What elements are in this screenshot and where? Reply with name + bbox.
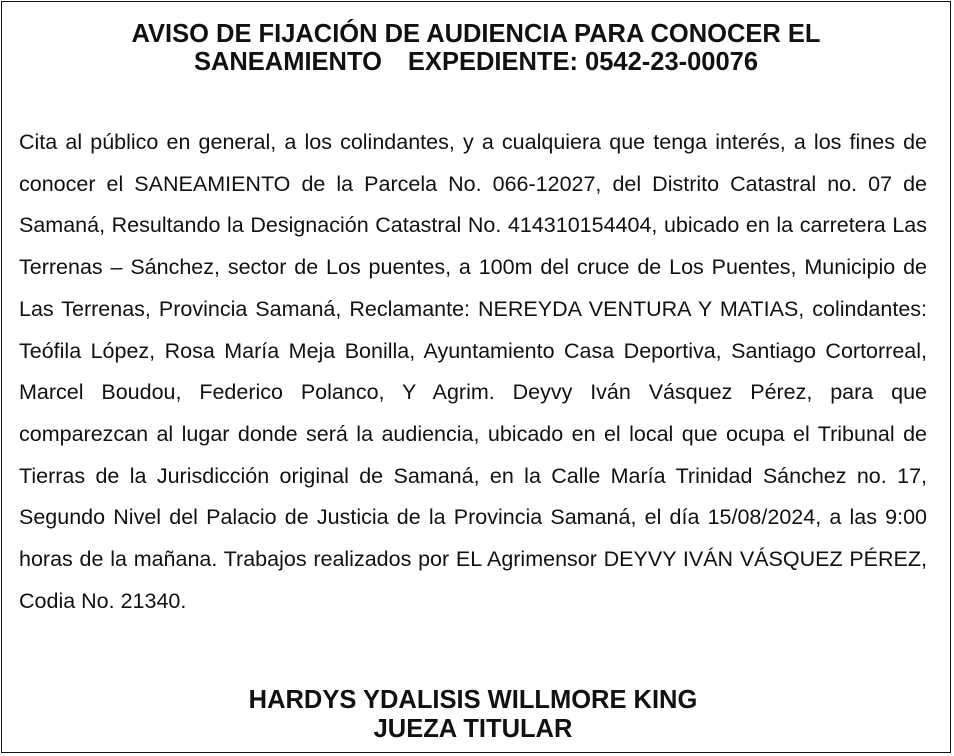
notice-title-line-1: AVISO DE FIJACIÓN DE AUDIENCIA PARA CONOCER EL — [131, 20, 821, 48]
notice-title — [0, 20, 952, 76]
signer-title: JUEZA TITULAR — [373, 715, 573, 743]
notice-title-expediente: EXPEDIENTE: 0542-23-00076 — [407, 48, 759, 76]
notice-title-saneamiento: SANEAMIENTO — [193, 48, 382, 76]
signer-name: HARDYS YDALISIS WILLMORE KING — [248, 686, 698, 714]
signature-block — [0, 686, 946, 744]
notice-title-line-2 — [0, 48, 952, 76]
notice-body: Cita al público en general, a los colindantes, y a cualquiera que tenga interés, a los fines de conocer el SANEAMIENTO de la Parcela No. 066-12027, del Distrito Catastral no. 07 de Samaná, Resultando la Designación Catastral No. 414310154404, ubicado en la carretera Las Terrenas – Sánchez, sector de Los puentes, a 100m del cruce de Los Puentes, Municipio de Las Terrenas, Provincia Samaná, Reclamante: NEREYDA VENTURA Y MATIAS, colindantes: Teófila López, Rosa María Meja Bonilla, Ayuntamiento Casa Deportiva, Santiago Cortorreal, Marcel Boudou, Federico Polanco, Y Agrim. Deyvy Iván Vásquez Pérez, para que comparezcan al lugar donde será la audiencia, ubicado en el local que ocupa el Tribunal de Tierras de la Jurisdicción original de Samaná, en la Calle María Trinidad Sánchez no. 17, Segundo Nivel del Palacio de Justicia de la Provincia Samaná, el día 15/08/2024, a las 9:00 horas de la mañana. Trabajos realizados por EL Agrimensor DEYVY IVÁN VÁSQUEZ PÉREZ, Codia No. 21340. — [19, 130, 927, 613]
